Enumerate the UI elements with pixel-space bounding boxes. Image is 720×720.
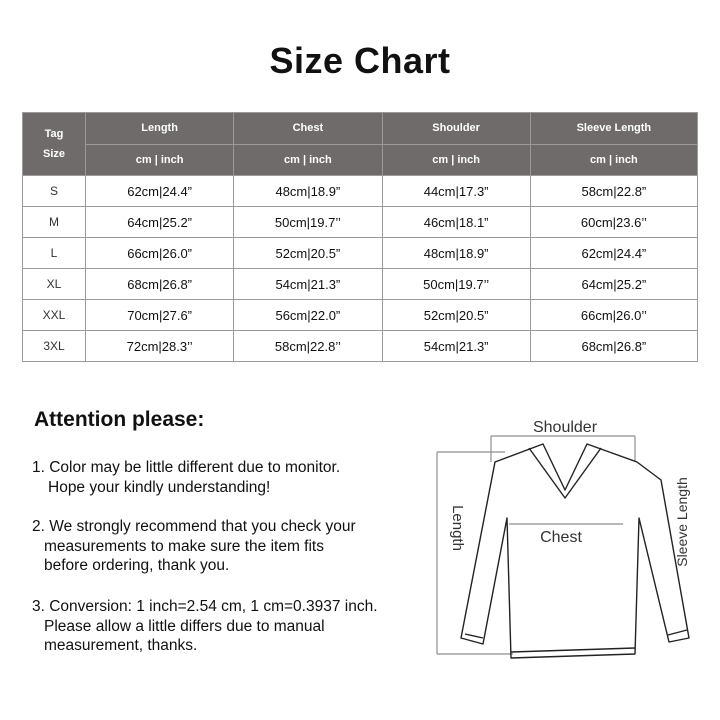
size-cell: S: [23, 176, 86, 207]
note-line: 1. Color may be little different due to monitor.: [32, 459, 341, 476]
chest-cell: 50cm|19.7’’: [234, 207, 382, 238]
length-cell: 72cm|28.3’’: [86, 331, 234, 362]
table-row: [23, 238, 698, 269]
chest-label: Chest: [540, 529, 582, 546]
sleeve-length-cell: 64cm|25.2”: [530, 269, 697, 300]
table-row: [23, 207, 698, 238]
sleeve-length-cell: 60cm|23.6’’: [530, 207, 697, 238]
chest-cell: 52cm|20.5”: [234, 238, 382, 269]
note-line: Hope your kindly understanding!: [48, 478, 271, 496]
note-line: measurements to make sure the item fits: [44, 537, 324, 555]
unit-header: cm | inch: [86, 144, 234, 176]
header-row: [23, 113, 698, 145]
note-line: measurement, thanks.: [44, 637, 198, 654]
sleeve-length-cell: 66cm|26.0’’: [530, 300, 697, 331]
shoulder-cell: 50cm|19.7’’: [382, 269, 530, 300]
long-sleeve-vneck-shirt-icon: [425, 410, 715, 710]
tag-header-line1: Tag: [44, 128, 64, 140]
size-cell: M: [23, 207, 86, 238]
page-title: Size Chart: [269, 40, 451, 81]
measurement-diagram: [425, 410, 715, 710]
length-label: Length: [449, 505, 466, 551]
sleeve-length-label: Sleeve Length: [674, 477, 690, 567]
table-row: [23, 300, 698, 331]
shoulder-label: Shoulder: [532, 419, 598, 436]
tag-size-header: [23, 113, 86, 176]
tag-header-line2: Size: [42, 148, 65, 160]
column-header-sleeve-length: Sleeve Length: [530, 113, 697, 145]
length-cell: 66cm|26.0”: [86, 238, 234, 269]
sleeve-length-cell: 58cm|22.8”: [530, 176, 697, 207]
length-cell: 62cm|24.4”: [86, 176, 234, 207]
sleeve-length-cell: 68cm|26.8”: [530, 331, 697, 362]
size-cell: L: [23, 238, 86, 269]
chest-cell: 56cm|22.0”: [234, 300, 382, 331]
sleeve-length-cell: 62cm|24.4”: [530, 238, 697, 269]
note-1: [32, 458, 340, 497]
note-line: 3. Conversion: 1 inch=2.54 cm, 1 cm=0.3937 inch.: [32, 598, 378, 615]
unit-header: cm | inch: [382, 144, 530, 176]
attention-heading: Attention please:: [34, 408, 205, 431]
column-header-shoulder: Shoulder: [382, 113, 530, 145]
note-2: [32, 517, 356, 576]
unit-header: cm | inch: [530, 144, 697, 176]
chest-cell: 58cm|22.8’’: [234, 331, 382, 362]
note-line: Please allow a little differs due to manual: [44, 617, 325, 635]
chest-cell: 54cm|21.3”: [234, 269, 382, 300]
size-table: [22, 112, 698, 362]
table-row: [23, 331, 698, 362]
size-cell: 3XL: [23, 331, 86, 362]
shoulder-cell: 54cm|21.3”: [382, 331, 530, 362]
size-cell: XL: [23, 269, 86, 300]
size-cell: XXL: [23, 300, 86, 331]
column-header-length: Length: [86, 113, 234, 145]
unit-header: cm | inch: [234, 144, 382, 176]
table-row: [23, 176, 698, 207]
unit-row: [23, 144, 698, 176]
shirt-outline: [461, 444, 689, 658]
shoulder-cell: 48cm|18.9”: [382, 238, 530, 269]
shoulder-cell: 52cm|20.5”: [382, 300, 530, 331]
column-header-chest: Chest: [234, 113, 382, 145]
length-cell: 64cm|25.2”: [86, 207, 234, 238]
table-row: [23, 269, 698, 300]
length-cell: 70cm|27.6”: [86, 300, 234, 331]
note-3: [32, 597, 378, 656]
shoulder-cell: 46cm|18.1”: [382, 207, 530, 238]
note-line: 2. We strongly recommend that you check your: [32, 518, 356, 535]
chest-cell: 48cm|18.9”: [234, 176, 382, 207]
note-line: before ordering, thank you.: [44, 557, 230, 574]
length-cell: 68cm|26.8”: [86, 269, 234, 300]
shoulder-cell: 44cm|17.3”: [382, 176, 530, 207]
